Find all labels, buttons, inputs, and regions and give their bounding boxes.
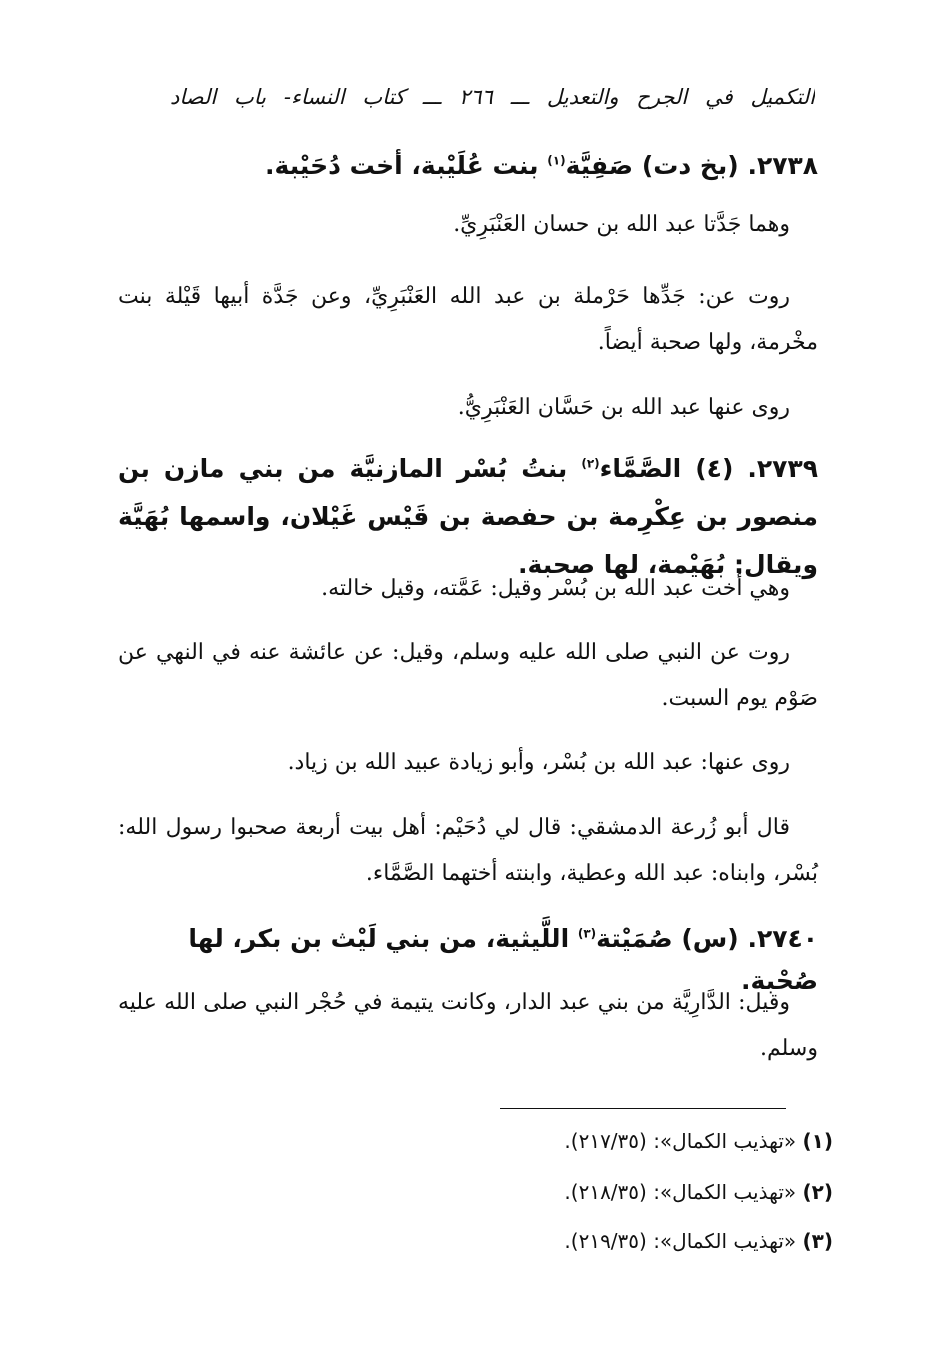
paragraph: قال أبو زُرعة الدمشقي: قال لي دُحَيْم: أهل بيت أربعة صحبوا رسول الله: بُسْر، وابناه: عبد الله وعطية، وابنته أختهما الصَّمَّاء.: [118, 815, 818, 886]
entry-code: (٤): [695, 454, 734, 483]
entry-number: ٢٧٣٩.: [747, 454, 818, 483]
footnote-2: [333, 1177, 833, 1207]
entry-rest: بنت عُلَيْبة، أخت دُحَيْبة.: [265, 151, 539, 180]
footnote-ref: (٢): [581, 456, 600, 471]
entry-code: (س): [681, 924, 739, 953]
footnote-ref: (٣): [577, 926, 597, 941]
footnote-text: «تهذيب الكمال»: (٢١٩/٣٥).: [564, 1229, 797, 1253]
entry-name: الصَّمَّاء: [599, 454, 682, 483]
footnote-text: «تهذيب الكمال»: (٢١٧/٣٥).: [564, 1129, 797, 1153]
paragraph: وهي أخت عبد الله بن بُسْر وقيل: عَمَّته، وقيل خالته.: [321, 576, 790, 601]
entry-name: صُمَيْتة: [596, 924, 673, 953]
running-header: التكميل في الجرح والتعديل ـــ ٢٦٦ ـــ كتاب النساء- باب الصاد: [170, 85, 815, 109]
footnote-mark: (٣): [802, 1229, 833, 1253]
entry-rest: اللَّيثية، من بني لَيْث بن بكر، لها صُحْبة.: [188, 924, 818, 995]
footnote-3: [333, 1226, 833, 1256]
footnote-1: [333, 1126, 833, 1156]
paragraph: وهما جَدَّتا عبد الله بن حسان العَنْبَرِيِّ.: [453, 212, 790, 237]
entry-name: صَفِيَّة: [565, 151, 634, 180]
footnote-mark: (١): [802, 1129, 833, 1153]
paragraph: روت عن: جَدِّها حَرْملة بن عبد الله العَنْبَرِيِّ، وعن جَدَّة أبيها قَيْلة بنت مخْرمة، ولها صحبة أيضاً.: [118, 284, 818, 355]
footnote-separator: [500, 1108, 786, 1109]
paragraph: روت عن النبي صلى الله عليه وسلم، وقيل: عن عائشة عنه في النهي عن صَوْم يوم السبت.: [118, 640, 818, 711]
footnote-text: «تهذيب الكمال»: (٢١٨/٣٥).: [564, 1180, 797, 1204]
paragraph: وقيل: الدَّارِيَّة من بني عبد الدار، وكانت يتيمة في حُجْر النبي صلى الله عليه وسلم.: [118, 990, 818, 1061]
paragraph: روى عنها عبد الله بن حَسَّان العَنْبَرِيُّ.: [457, 395, 790, 420]
entry-code: (بخ دت): [641, 151, 739, 180]
entry-number: ٢٧٣٨.: [747, 151, 818, 180]
entry-2738-title: [118, 145, 818, 187]
entry-number: ٢٧٤٠.: [747, 924, 818, 953]
footnote-ref: (١): [547, 153, 566, 168]
footnote-mark: (٢): [802, 1180, 833, 1204]
paragraph: روى عنها: عبد الله بن بُسْر، وأبو زيادة عبيد الله بن زياد.: [287, 750, 790, 775]
entry-rest: بنتُ بُسْر المازنيَّة من بني مازن بن منصور بن عِكْرِمة بن حفصة بن قَيْس غَيْلان، واسمها بُهَيَّة ويقال: بُهَيْمة، لها صحبة.: [118, 454, 818, 579]
